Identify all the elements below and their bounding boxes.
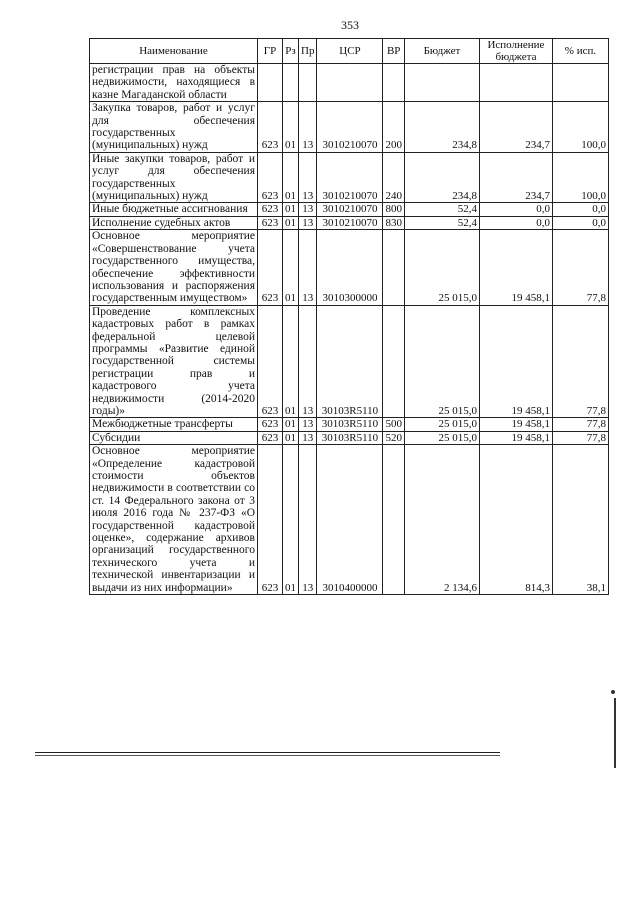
row-vr (383, 230, 405, 305)
row-pr: 13 (299, 102, 317, 153)
row-gr: 623 (258, 305, 283, 418)
row-vr: 240 (383, 152, 405, 203)
row-budget: 52,4 (404, 203, 479, 216)
budget-table (89, 38, 609, 595)
header-vr: ВР (383, 39, 405, 64)
header-pr: Пр (299, 39, 317, 64)
row-percent: 77,8 (552, 418, 608, 431)
row-rz: 01 (283, 152, 299, 203)
table-row (90, 152, 609, 203)
row-execution: 0,0 (479, 203, 552, 216)
row-gr: 623 (258, 203, 283, 216)
page-number: 353 (341, 18, 359, 32)
row-vr: 800 (383, 203, 405, 216)
row-percent (552, 64, 608, 102)
header-execution: Исполнение бюджета (479, 39, 552, 64)
row-csr: 3010210070 (317, 152, 383, 203)
row-rz: 01 (283, 305, 299, 418)
row-pr: 13 (299, 203, 317, 216)
row-execution (479, 64, 552, 102)
row-budget: 2 134,6 (404, 445, 479, 595)
row-execution: 814,3 (479, 445, 552, 595)
header-name: Наименование (90, 39, 258, 64)
row-name: Исполнение судебных актов (90, 216, 258, 229)
row-budget: 25 015,0 (404, 230, 479, 305)
header-budget: Бюджет (404, 39, 479, 64)
row-execution: 19 458,1 (479, 418, 552, 431)
row-csr: 30103R5110 (317, 305, 383, 418)
row-vr: 200 (383, 102, 405, 153)
row-rz: 01 (283, 418, 299, 431)
row-execution: 234,7 (479, 152, 552, 203)
row-csr: 3010300000 (317, 230, 383, 305)
row-vr (383, 305, 405, 418)
row-gr: 623 (258, 418, 283, 431)
table-row (90, 418, 609, 431)
table-row (90, 64, 609, 102)
row-rz: 01 (283, 203, 299, 216)
table-header-row (90, 39, 609, 64)
header-percent: % исп. (552, 39, 608, 64)
row-percent: 77,8 (552, 305, 608, 418)
row-execution: 19 458,1 (479, 431, 552, 444)
row-budget: 234,8 (404, 102, 479, 153)
row-pr: 13 (299, 152, 317, 203)
row-name: Межбюджетные трансферты (90, 418, 258, 431)
row-name: Основное мероприятие «Совершенствование учета государственного имущества, обеспечение эффективности использования и распоряжения государственным имуществом» (90, 230, 258, 305)
row-percent: 0,0 (552, 216, 608, 229)
row-csr: 3010210070 (317, 216, 383, 229)
row-gr: 623 (258, 445, 283, 595)
row-name: Основное мероприятие «Определение кадастровой стоимости объектов недвижимости в соответствии со ст. 14 Федерального закона от 3 июля 2016 года № 237-ФЗ «О государственной кадастровой оценке», содержание архивов организаций государственного технического учета и технической инвентаризации и выдачи из них информации» (90, 445, 258, 595)
row-percent: 38,1 (552, 445, 608, 595)
row-pr: 13 (299, 216, 317, 229)
header-gr: ГР (258, 39, 283, 64)
row-percent: 0,0 (552, 203, 608, 216)
row-csr: 30103R5110 (317, 431, 383, 444)
row-execution: 234,7 (479, 102, 552, 153)
row-pr: 13 (299, 445, 317, 595)
row-pr: 13 (299, 431, 317, 444)
table-row (90, 216, 609, 229)
row-rz: 01 (283, 445, 299, 595)
row-pr: 13 (299, 305, 317, 418)
table-row (90, 445, 609, 595)
row-rz: 01 (283, 216, 299, 229)
row-csr: 30103R5110 (317, 418, 383, 431)
row-name: Субсидии (90, 431, 258, 444)
row-csr: 3010210070 (317, 102, 383, 153)
row-percent: 100,0 (552, 152, 608, 203)
row-gr: 623 (258, 431, 283, 444)
row-budget: 52,4 (404, 216, 479, 229)
row-gr: 623 (258, 102, 283, 153)
row-execution: 19 458,1 (479, 305, 552, 418)
row-budget: 25 015,0 (404, 418, 479, 431)
row-percent: 77,8 (552, 431, 608, 444)
row-name: Иные бюджетные ассигнования (90, 203, 258, 216)
row-rz: 01 (283, 230, 299, 305)
row-gr: 623 (258, 216, 283, 229)
row-rz (283, 64, 299, 102)
row-rz: 01 (283, 102, 299, 153)
row-csr: 3010210070 (317, 203, 383, 216)
table-row (90, 305, 609, 418)
table-row (90, 203, 609, 216)
row-budget: 25 015,0 (404, 431, 479, 444)
row-csr: 3010400000 (317, 445, 383, 595)
footer-rule-thin (35, 755, 500, 756)
row-csr (317, 64, 383, 102)
row-name: Закупка товаров, работ и услуг для обеспечения государственных (муниципальных) нужд (90, 102, 258, 153)
row-percent: 77,8 (552, 230, 608, 305)
row-gr (258, 64, 283, 102)
row-pr: 13 (299, 230, 317, 305)
row-vr: 830 (383, 216, 405, 229)
row-execution: 0,0 (479, 216, 552, 229)
row-vr: 500 (383, 418, 405, 431)
table-row (90, 431, 609, 444)
table-row (90, 230, 609, 305)
row-gr: 623 (258, 230, 283, 305)
row-budget: 234,8 (404, 152, 479, 203)
row-rz: 01 (283, 431, 299, 444)
row-vr (383, 64, 405, 102)
row-name: Проведение комплексных кадастровых работ в рамках федеральной целевой программы «Развитие единой государственной системы регистрации прав и кадастрового учета недвижимости (2014-2020 годы)» (90, 305, 258, 418)
row-percent: 100,0 (552, 102, 608, 153)
row-pr: 13 (299, 418, 317, 431)
margin-binding-mark (614, 698, 616, 768)
row-budget (404, 64, 479, 102)
row-name: регистрации прав на объекты недвижимости, находящиеся в казне Магаданской области (90, 64, 258, 102)
header-csr: ЦСР (317, 39, 383, 64)
footer-rule (35, 752, 500, 753)
row-name: Иные закупки товаров, работ и услуг для обеспечения государственных (муниципальных) нужд (90, 152, 258, 203)
row-pr (299, 64, 317, 102)
row-execution: 19 458,1 (479, 230, 552, 305)
header-rz: Рз (283, 39, 299, 64)
row-vr: 520 (383, 431, 405, 444)
margin-mark-dot (611, 690, 615, 694)
row-gr: 623 (258, 152, 283, 203)
table-row (90, 102, 609, 153)
row-budget: 25 015,0 (404, 305, 479, 418)
row-vr (383, 445, 405, 595)
